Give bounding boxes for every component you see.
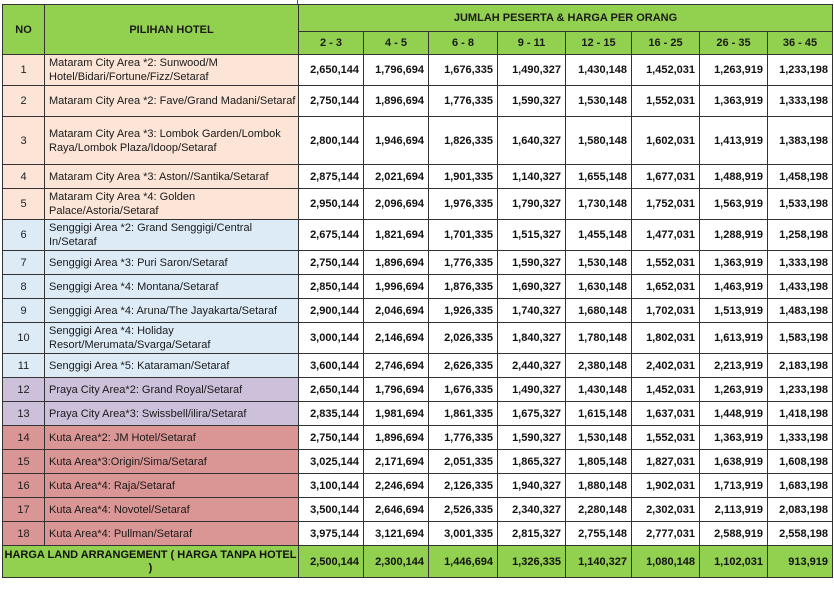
price-cell: 1,677,031 <box>632 165 700 189</box>
price-cell: 2,146,694 <box>364 323 429 354</box>
header-col-4-5: 4 - 5 <box>364 32 429 55</box>
price-cell: 2,380,148 <box>566 354 632 378</box>
price-cell: 1,140,327 <box>498 165 566 189</box>
price-cell: 1,413,919 <box>700 117 768 165</box>
price-cell: 2,526,335 <box>429 498 498 522</box>
price-cell: 2,113,919 <box>700 498 768 522</box>
hotel-name: Praya City Area*2: Grand Royal/Setaraf <box>45 378 299 402</box>
row-number: 4 <box>3 165 45 189</box>
price-cell: 1,940,327 <box>498 474 566 498</box>
row-number: 13 <box>3 402 45 426</box>
price-cell: 1,638,919 <box>700 450 768 474</box>
table-row <box>3 275 833 299</box>
row-number: 3 <box>3 117 45 165</box>
price-cell: 1,896,694 <box>364 251 429 275</box>
row-number: 14 <box>3 426 45 450</box>
table-row <box>3 299 833 323</box>
price-cell: 2,746,694 <box>364 354 429 378</box>
row-number: 6 <box>3 220 45 251</box>
header-col-26-35: 26 - 35 <box>700 32 768 55</box>
price-cell: 1,902,031 <box>632 474 700 498</box>
price-cell: 1,675,327 <box>498 402 566 426</box>
table-row <box>3 426 833 450</box>
price-cell: 3,025,144 <box>299 450 364 474</box>
price-cell: 2,183,198 <box>768 354 833 378</box>
price-cell: 2,171,694 <box>364 450 429 474</box>
price-cell: 2,675,144 <box>299 220 364 251</box>
price-cell: 1,430,148 <box>566 378 632 402</box>
row-number: 15 <box>3 450 45 474</box>
price-cell: 2,815,327 <box>498 522 566 546</box>
hotel-name: Senggigi Area *5: Kataraman/Setaraf <box>45 354 299 378</box>
price-cell: 1,730,148 <box>566 189 632 220</box>
price-cell: 1,802,031 <box>632 323 700 354</box>
price-cell: 1,896,694 <box>364 86 429 117</box>
price-cell: 1,901,335 <box>429 165 498 189</box>
price-cell: 1,452,031 <box>632 55 700 86</box>
price-cell: 1,976,335 <box>429 189 498 220</box>
price-cell: 1,702,031 <box>632 299 700 323</box>
price-cell: 2,046,694 <box>364 299 429 323</box>
price-cell: 2,650,144 <box>299 55 364 86</box>
price-cell: 1,418,198 <box>768 402 833 426</box>
price-cell: 2,302,031 <box>632 498 700 522</box>
price-cell: 2,646,694 <box>364 498 429 522</box>
table-row <box>3 450 833 474</box>
price-cell: 2,051,335 <box>429 450 498 474</box>
price-cell: 1,996,694 <box>364 275 429 299</box>
price-cell: 1,826,335 <box>429 117 498 165</box>
price-cell: 1,630,148 <box>566 275 632 299</box>
price-cell: 2,096,694 <box>364 189 429 220</box>
row-number: 12 <box>3 378 45 402</box>
footer-price: 1,080,148 <box>632 546 700 578</box>
price-cell: 1,680,148 <box>566 299 632 323</box>
table-row <box>3 189 833 220</box>
price-cell: 1,513,919 <box>700 299 768 323</box>
header-col-6-8: 6 - 8 <box>429 32 498 55</box>
price-cell: 1,655,148 <box>566 165 632 189</box>
price-cell: 1,463,919 <box>700 275 768 299</box>
price-cell: 2,777,031 <box>632 522 700 546</box>
price-cell: 2,588,919 <box>700 522 768 546</box>
header-hotel: PILIHAN HOTEL <box>45 5 299 55</box>
price-cell: 2,083,198 <box>768 498 833 522</box>
price-cell: 2,213,919 <box>700 354 768 378</box>
price-cell: 2,650,144 <box>299 378 364 402</box>
price-cell: 1,690,327 <box>498 275 566 299</box>
header-col-36-45: 36 - 45 <box>768 32 833 55</box>
price-cell: 2,021,694 <box>364 165 429 189</box>
price-cell: 1,383,198 <box>768 117 833 165</box>
price-cell: 1,676,335 <box>429 378 498 402</box>
price-cell: 1,363,919 <box>700 251 768 275</box>
price-cell: 1,452,031 <box>632 378 700 402</box>
price-cell: 1,701,335 <box>429 220 498 251</box>
price-cell: 3,500,144 <box>299 498 364 522</box>
price-cell: 1,333,198 <box>768 86 833 117</box>
price-cell: 1,608,198 <box>768 450 833 474</box>
row-number: 9 <box>3 299 45 323</box>
table-row <box>3 251 833 275</box>
hotel-name: Senggigi Area *4: Holiday Resort/Merumata/Svarga/Setaraf <box>45 323 299 354</box>
price-cell: 1,640,327 <box>498 117 566 165</box>
price-cell: 1,615,148 <box>566 402 632 426</box>
price-cell: 2,875,144 <box>299 165 364 189</box>
price-cell: 1,233,198 <box>768 55 833 86</box>
price-cell: 1,455,148 <box>566 220 632 251</box>
row-number: 2 <box>3 86 45 117</box>
price-cell: 2,626,335 <box>429 354 498 378</box>
price-cell: 2,750,144 <box>299 251 364 275</box>
price-cell: 1,776,335 <box>429 426 498 450</box>
price-cell: 1,821,694 <box>364 220 429 251</box>
row-number: 18 <box>3 522 45 546</box>
table-row <box>3 474 833 498</box>
price-cell: 2,755,148 <box>566 522 632 546</box>
price-cell: 2,246,694 <box>364 474 429 498</box>
price-cell: 1,981,694 <box>364 402 429 426</box>
table-row <box>3 354 833 378</box>
price-cell: 1,433,198 <box>768 275 833 299</box>
price-cell: 1,602,031 <box>632 117 700 165</box>
price-cell: 1,263,919 <box>700 55 768 86</box>
price-cell: 1,876,335 <box>429 275 498 299</box>
price-cell: 1,448,919 <box>700 402 768 426</box>
header-col-12-15: 12 - 15 <box>566 32 632 55</box>
price-cell: 1,583,198 <box>768 323 833 354</box>
price-cell: 3,001,335 <box>429 522 498 546</box>
footer-price: 1,140,327 <box>566 546 632 578</box>
header-col-2-3: 2 - 3 <box>299 32 364 55</box>
price-cell: 1,288,919 <box>700 220 768 251</box>
price-cell: 1,477,031 <box>632 220 700 251</box>
table-row <box>3 323 833 354</box>
price-cell: 1,865,327 <box>498 450 566 474</box>
price-cell: 2,835,144 <box>299 402 364 426</box>
price-cell: 1,533,198 <box>768 189 833 220</box>
price-table <box>2 4 833 578</box>
price-cell: 3,100,144 <box>299 474 364 498</box>
hotel-name: Mataram City Area *3: Aston//Santika/Setaraf <box>45 165 299 189</box>
row-number: 5 <box>3 189 45 220</box>
price-cell: 1,896,694 <box>364 426 429 450</box>
footer-price: 2,300,144 <box>364 546 429 578</box>
header-col-16-25: 16 - 25 <box>632 32 700 55</box>
table-body <box>3 55 833 546</box>
price-cell: 2,900,144 <box>299 299 364 323</box>
hotel-name: Kuta Area*3:Origin/Sima/Setaraf <box>45 450 299 474</box>
price-cell: 1,483,198 <box>768 299 833 323</box>
price-cell: 1,840,327 <box>498 323 566 354</box>
footer-price: 1,446,694 <box>429 546 498 578</box>
price-cell: 1,613,919 <box>700 323 768 354</box>
price-cell: 1,637,031 <box>632 402 700 426</box>
price-cell: 1,796,694 <box>364 378 429 402</box>
table-row <box>3 117 833 165</box>
table-row <box>3 165 833 189</box>
price-cell: 1,430,148 <box>566 55 632 86</box>
price-cell: 1,776,335 <box>429 251 498 275</box>
price-cell: 1,333,198 <box>768 251 833 275</box>
price-cell: 1,515,327 <box>498 220 566 251</box>
price-cell: 1,530,148 <box>566 426 632 450</box>
price-cell: 1,652,031 <box>632 275 700 299</box>
price-cell: 1,530,148 <box>566 86 632 117</box>
footer-label: HARGA LAND ARRANGEMENT ( HARGA TANPA HOTEL ) <box>3 546 299 578</box>
footer-price: 1,326,335 <box>498 546 566 578</box>
price-cell: 1,552,031 <box>632 86 700 117</box>
hotel-name: Mataram City Area *2: Fave/Grand Madani/Setaraf <box>45 86 299 117</box>
hotel-name: Senggigi Area *4: Aruna/The Jayakarta/Setaraf <box>45 299 299 323</box>
price-cell: 1,926,335 <box>429 299 498 323</box>
price-cell: 1,580,148 <box>566 117 632 165</box>
hotel-name: Senggigi Area *2: Grand Senggigi/Central In/Setaraf <box>45 220 299 251</box>
table-row <box>3 55 833 86</box>
price-cell: 1,488,919 <box>700 165 768 189</box>
row-number: 7 <box>3 251 45 275</box>
price-cell: 1,363,919 <box>700 426 768 450</box>
price-cell: 1,552,031 <box>632 251 700 275</box>
price-cell: 2,402,031 <box>632 354 700 378</box>
hotel-name: Mataram City Area *2: Sunwood/M Hotel/Bidari/Fortune/Fizz/Setaraf <box>45 55 299 86</box>
price-cell: 1,796,694 <box>364 55 429 86</box>
price-cell: 1,776,335 <box>429 86 498 117</box>
price-cell: 2,280,148 <box>566 498 632 522</box>
table-row <box>3 378 833 402</box>
price-cell: 1,263,919 <box>700 378 768 402</box>
hotel-name: Mataram City Area *3: Lombok Garden/Lombok Raya/Lombok Plaza/Idoop/Setaraf <box>45 117 299 165</box>
hotel-name: Kuta Area*4: Pullman/Setaraf <box>45 522 299 546</box>
row-number: 16 <box>3 474 45 498</box>
price-cell: 2,126,335 <box>429 474 498 498</box>
footer-price: 2,500,144 <box>299 546 364 578</box>
footer-price: 1,102,031 <box>700 546 768 578</box>
table-row <box>3 498 833 522</box>
header-group-title: JUMLAH PESERTA & HARGA PER ORANG <box>299 5 833 32</box>
hotel-name: Kuta Area*4: Novotel/Setaraf <box>45 498 299 522</box>
price-cell: 2,340,327 <box>498 498 566 522</box>
price-cell: 3,000,144 <box>299 323 364 354</box>
price-cell: 1,490,327 <box>498 55 566 86</box>
price-cell: 1,590,327 <box>498 251 566 275</box>
price-cell: 1,552,031 <box>632 426 700 450</box>
table-row <box>3 402 833 426</box>
row-number: 10 <box>3 323 45 354</box>
hotel-name: Mataram City Area *4: Golden Palace/Astoria/Setaraf <box>45 189 299 220</box>
price-cell: 1,258,198 <box>768 220 833 251</box>
row-number: 8 <box>3 275 45 299</box>
header-col-9-11: 9 - 11 <box>498 32 566 55</box>
price-cell: 1,490,327 <box>498 378 566 402</box>
footer-price: 913,919 <box>768 546 833 578</box>
price-cell: 2,750,144 <box>299 426 364 450</box>
price-cell: 1,780,148 <box>566 323 632 354</box>
row-number: 1 <box>3 55 45 86</box>
hotel-name: Praya City Area*3: Swissbell/ilira/Setaraf <box>45 402 299 426</box>
hotel-name: Senggigi Area *4: Montana/Setaraf <box>45 275 299 299</box>
row-number: 11 <box>3 354 45 378</box>
price-cell: 1,805,148 <box>566 450 632 474</box>
price-cell: 1,590,327 <box>498 426 566 450</box>
price-cell: 1,683,198 <box>768 474 833 498</box>
hotel-name: Kuta Area*2: JM Hotel/Setaraf <box>45 426 299 450</box>
table-row <box>3 86 833 117</box>
price-cell: 2,950,144 <box>299 189 364 220</box>
price-cell: 1,740,327 <box>498 299 566 323</box>
table-row <box>3 220 833 251</box>
price-cell: 1,563,919 <box>700 189 768 220</box>
table-row <box>3 522 833 546</box>
header-no: NO <box>3 5 45 55</box>
hotel-name: Senggigi Area *3: Puri Saron/Setaraf <box>45 251 299 275</box>
price-cell: 2,558,198 <box>768 522 833 546</box>
price-cell: 3,600,144 <box>299 354 364 378</box>
price-cell: 2,750,144 <box>299 86 364 117</box>
price-cell: 1,363,919 <box>700 86 768 117</box>
price-cell: 2,800,144 <box>299 117 364 165</box>
price-cell: 3,121,694 <box>364 522 429 546</box>
price-cell: 1,233,198 <box>768 378 833 402</box>
price-cell: 1,713,919 <box>700 474 768 498</box>
price-cell: 1,530,148 <box>566 251 632 275</box>
price-cell: 1,946,694 <box>364 117 429 165</box>
price-cell: 1,676,335 <box>429 55 498 86</box>
footer-row <box>3 546 833 578</box>
price-cell: 1,458,198 <box>768 165 833 189</box>
price-cell: 2,850,144 <box>299 275 364 299</box>
price-cell: 2,026,335 <box>429 323 498 354</box>
row-number: 17 <box>3 498 45 522</box>
price-cell: 1,861,335 <box>429 402 498 426</box>
price-cell: 3,975,144 <box>299 522 364 546</box>
price-cell: 1,590,327 <box>498 86 566 117</box>
price-cell: 1,752,031 <box>632 189 700 220</box>
price-cell: 1,827,031 <box>632 450 700 474</box>
price-cell: 1,790,327 <box>498 189 566 220</box>
hotel-name: Kuta Area*4: Raja/Setaraf <box>45 474 299 498</box>
price-cell: 1,333,198 <box>768 426 833 450</box>
price-cell: 2,440,327 <box>498 354 566 378</box>
price-cell: 1,880,148 <box>566 474 632 498</box>
